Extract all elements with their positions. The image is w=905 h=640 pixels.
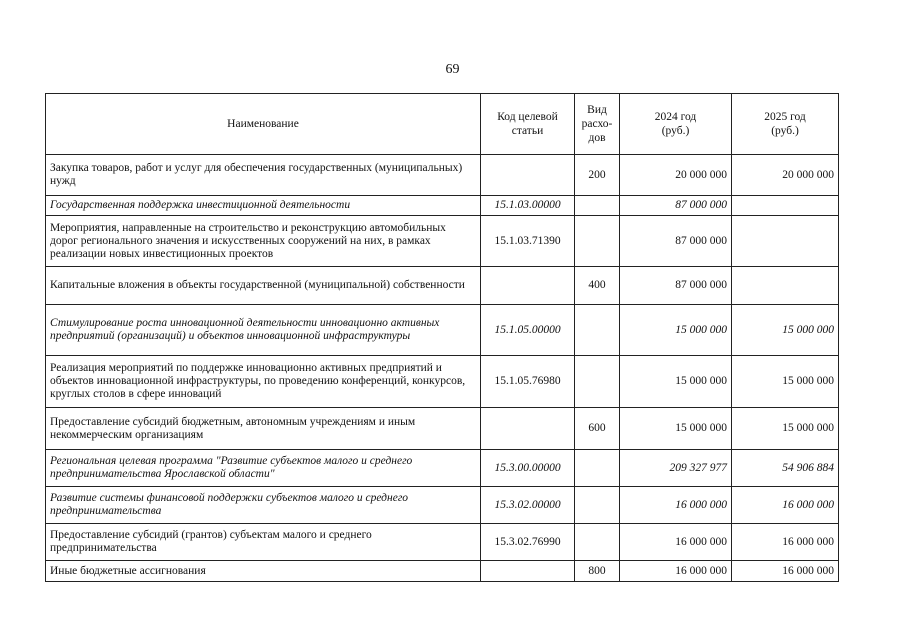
table-row xyxy=(46,561,839,582)
table-row xyxy=(46,155,839,196)
row-code xyxy=(481,408,575,450)
row-name: Капитальные вложения в объекты государственной (муниципальной) собственности xyxy=(46,267,481,305)
table-row xyxy=(46,524,839,561)
row-amount-2024: 15 000 000 xyxy=(620,356,732,408)
budget-table xyxy=(45,93,839,582)
row-amount-2025: 16 000 000 xyxy=(732,524,839,561)
row-expense-type xyxy=(575,305,620,356)
table-row xyxy=(46,487,839,524)
row-name: Предоставление субсидий (грантов) субъектам малого и среднего предпринимательства xyxy=(46,524,481,561)
header-expense-type: Вид расхо- дов xyxy=(575,94,620,155)
row-name: Реализация мероприятий по поддержке инновационно активных предприятий и объектов инновационной инфраструктуры, по проведению конференций, конкурсов, круглых столов в сфере инноваций xyxy=(46,356,481,408)
row-name: Мероприятия, направленные на строительство и реконструкцию автомобильных дорог регионального значения и искусственных сооружений на них, в рамках реализации новых инвестиционных проектов xyxy=(46,216,481,267)
header-name: Наименование xyxy=(46,94,481,155)
header-2024: 2024 год (руб.) xyxy=(620,94,732,155)
row-name: Стимулирование роста инновационной деятельности инновационно активных предприятий (организаций) и объектов инновационной инфраструктуры xyxy=(46,305,481,356)
row-amount-2025 xyxy=(732,196,839,216)
table-header-row xyxy=(46,94,839,155)
row-expense-type: 200 xyxy=(575,155,620,196)
table-row xyxy=(46,356,839,408)
row-code: 15.3.00.00000 xyxy=(481,450,575,487)
row-code: 15.1.03.00000 xyxy=(481,196,575,216)
header-code: Код целевой статьи xyxy=(481,94,575,155)
row-amount-2024: 209 327 977 xyxy=(620,450,732,487)
row-name: Закупка товаров, работ и услуг для обеспечения государственных (муниципальных) нужд xyxy=(46,155,481,196)
row-amount-2024: 15 000 000 xyxy=(620,305,732,356)
row-name: Развитие системы финансовой поддержки субъектов малого и среднего предпринимательства xyxy=(46,487,481,524)
row-code: 15.1.05.76980 xyxy=(481,356,575,408)
row-expense-type xyxy=(575,196,620,216)
row-name: Региональная целевая программа "Развитие субъектов малого и среднего предпринимательства Ярославской области" xyxy=(46,450,481,487)
table-row xyxy=(46,408,839,450)
row-amount-2024: 16 000 000 xyxy=(620,561,732,582)
row-amount-2025 xyxy=(732,216,839,267)
row-name: Предоставление субсидий бюджетным, автономным учреждениям и иным некоммерческим организациям xyxy=(46,408,481,450)
table-row xyxy=(46,216,839,267)
row-expense-type xyxy=(575,216,620,267)
row-amount-2024: 15 000 000 xyxy=(620,408,732,450)
row-expense-type xyxy=(575,524,620,561)
row-code xyxy=(481,561,575,582)
row-amount-2024: 87 000 000 xyxy=(620,196,732,216)
row-code xyxy=(481,155,575,196)
row-name: Иные бюджетные ассигнования xyxy=(46,561,481,582)
page-number: 69 xyxy=(445,62,460,77)
row-amount-2025: 15 000 000 xyxy=(732,356,839,408)
row-expense-type: 600 xyxy=(575,408,620,450)
row-expense-type xyxy=(575,356,620,408)
row-amount-2025: 20 000 000 xyxy=(732,155,839,196)
row-amount-2025: 15 000 000 xyxy=(732,408,839,450)
row-code xyxy=(481,267,575,305)
table-row xyxy=(46,267,839,305)
row-expense-type xyxy=(575,487,620,524)
row-amount-2024: 87 000 000 xyxy=(620,216,732,267)
row-name: Государственная поддержка инвестиционной деятельности xyxy=(46,196,481,216)
row-amount-2024: 16 000 000 xyxy=(620,524,732,561)
row-amount-2025 xyxy=(732,267,839,305)
table-row xyxy=(46,450,839,487)
row-expense-type: 400 xyxy=(575,267,620,305)
row-amount-2025: 16 000 000 xyxy=(732,487,839,524)
row-code: 15.1.03.71390 xyxy=(481,216,575,267)
row-amount-2024: 16 000 000 xyxy=(620,487,732,524)
row-amount-2024: 87 000 000 xyxy=(620,267,732,305)
row-code: 15.1.05.00000 xyxy=(481,305,575,356)
table-row xyxy=(46,305,839,356)
row-code: 15.3.02.76990 xyxy=(481,524,575,561)
row-amount-2025: 54 906 884 xyxy=(732,450,839,487)
row-expense-type: 800 xyxy=(575,561,620,582)
row-expense-type xyxy=(575,450,620,487)
row-code: 15.3.02.00000 xyxy=(481,487,575,524)
header-2025: 2025 год (руб.) xyxy=(732,94,839,155)
row-amount-2025: 16 000 000 xyxy=(732,561,839,582)
row-amount-2025: 15 000 000 xyxy=(732,305,839,356)
row-amount-2024: 20 000 000 xyxy=(620,155,732,196)
table-row xyxy=(46,196,839,216)
